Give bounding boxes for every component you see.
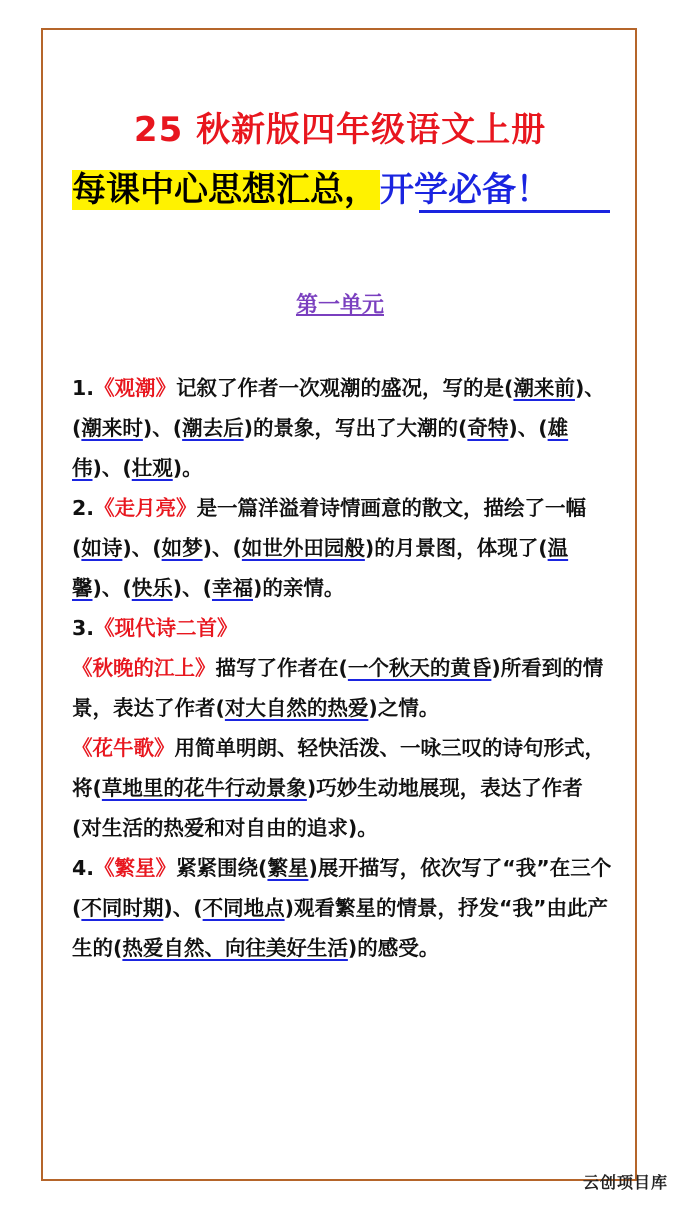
text: )、( [92, 576, 132, 600]
answer: 一个秋天的黄昏 [347, 656, 492, 680]
text: )、( [122, 536, 162, 560]
text: )、( [202, 536, 242, 560]
page-subtitle [72, 166, 612, 214]
text: )、( [92, 456, 132, 480]
text: 记叙了作者一次观潮的盛况，写的是( [176, 376, 514, 400]
text: )巧妙生动地展现，表达了作者(对生活的热爱和对自由的追求)。 [72, 776, 583, 840]
text: )的亲情。 [253, 576, 345, 600]
text: )、( [72, 376, 605, 440]
text: )。 [172, 456, 203, 480]
text: 描写了作者在( [215, 656, 348, 680]
text: )之情。 [368, 696, 440, 720]
answer: 幸福 [212, 576, 253, 600]
text: 用简单明朗、轻快活泼、一咏三叹的诗句形式，将( [72, 736, 605, 800]
lesson-title: 《观潮》 [94, 376, 177, 400]
text: 是一篇洋溢着诗情画意的散文，描绘了一幅( [72, 496, 587, 560]
text: )观看繁星的情景，抒发“我”由此产生的( [72, 896, 608, 960]
text: )、( [142, 416, 183, 440]
lesson-title: 《现代诗二首》 [94, 616, 238, 640]
text: )、( [508, 416, 548, 440]
answer: 如诗 [81, 536, 123, 560]
lesson-title: 《走月亮》 [94, 496, 197, 520]
answer: 草地里的花牛行动景象 [101, 776, 307, 800]
poem-2 [72, 728, 612, 848]
answer: 潮来时 [81, 416, 143, 440]
unit-heading: 第一单元 [295, 293, 384, 318]
item-number: 1. [72, 376, 95, 400]
answer: 潮去后 [182, 416, 244, 440]
lesson-title: 《繁星》 [94, 856, 177, 880]
answer: 如世外田园般 [241, 536, 365, 560]
text: )所看到的情景，表达了作者( [72, 656, 604, 720]
item-number: 2. [72, 496, 95, 520]
watermark: 云创项目库 [583, 1173, 669, 1192]
text: )的月景图，体现了( [364, 536, 548, 560]
poem-title: 《花牛歌》 [72, 736, 175, 760]
answer: 快乐 [131, 576, 173, 600]
text: )、( [172, 576, 212, 600]
lesson-list [72, 368, 612, 968]
lesson-item-1 [72, 368, 612, 488]
poem-title: 《秋晚的江上》 [72, 656, 216, 680]
subtitle-underline [419, 210, 610, 213]
text: 紧紧围绕( [176, 856, 268, 880]
subtitle-highlight: 每课中心思想汇总， [72, 170, 378, 210]
answer: 热爱自然、向往美好生活 [122, 936, 348, 960]
answer: 潮来前 [513, 376, 575, 400]
item-number: 3. [72, 616, 95, 640]
lesson-item-4 [72, 848, 612, 968]
lesson-item-3 [72, 608, 612, 648]
answer: 壮观 [131, 456, 173, 480]
text: )的景象，写出了大潮的( [243, 416, 468, 440]
poem-1 [72, 648, 612, 728]
answer: 不同时期 [81, 896, 164, 920]
answer: 奇特 [467, 416, 509, 440]
lesson-item-2 [72, 488, 612, 608]
answer: 繁星 [267, 856, 309, 880]
subtitle-blue: 开学必备！ [380, 170, 550, 210]
text: )展开描写，依次写了“我”在三个( [72, 856, 612, 920]
answer: 如梦 [161, 536, 203, 560]
answer: 雄伟 [72, 416, 569, 480]
text: )、( [163, 896, 203, 920]
answer: 不同地点 [202, 896, 285, 920]
text: )的感受。 [347, 936, 440, 960]
answer: 温馨 [72, 536, 569, 600]
item-number: 4. [72, 856, 95, 880]
answer: 对大自然的热爱 [224, 696, 369, 720]
page-title: 25 秋新版四年级语文上册 [133, 110, 547, 150]
